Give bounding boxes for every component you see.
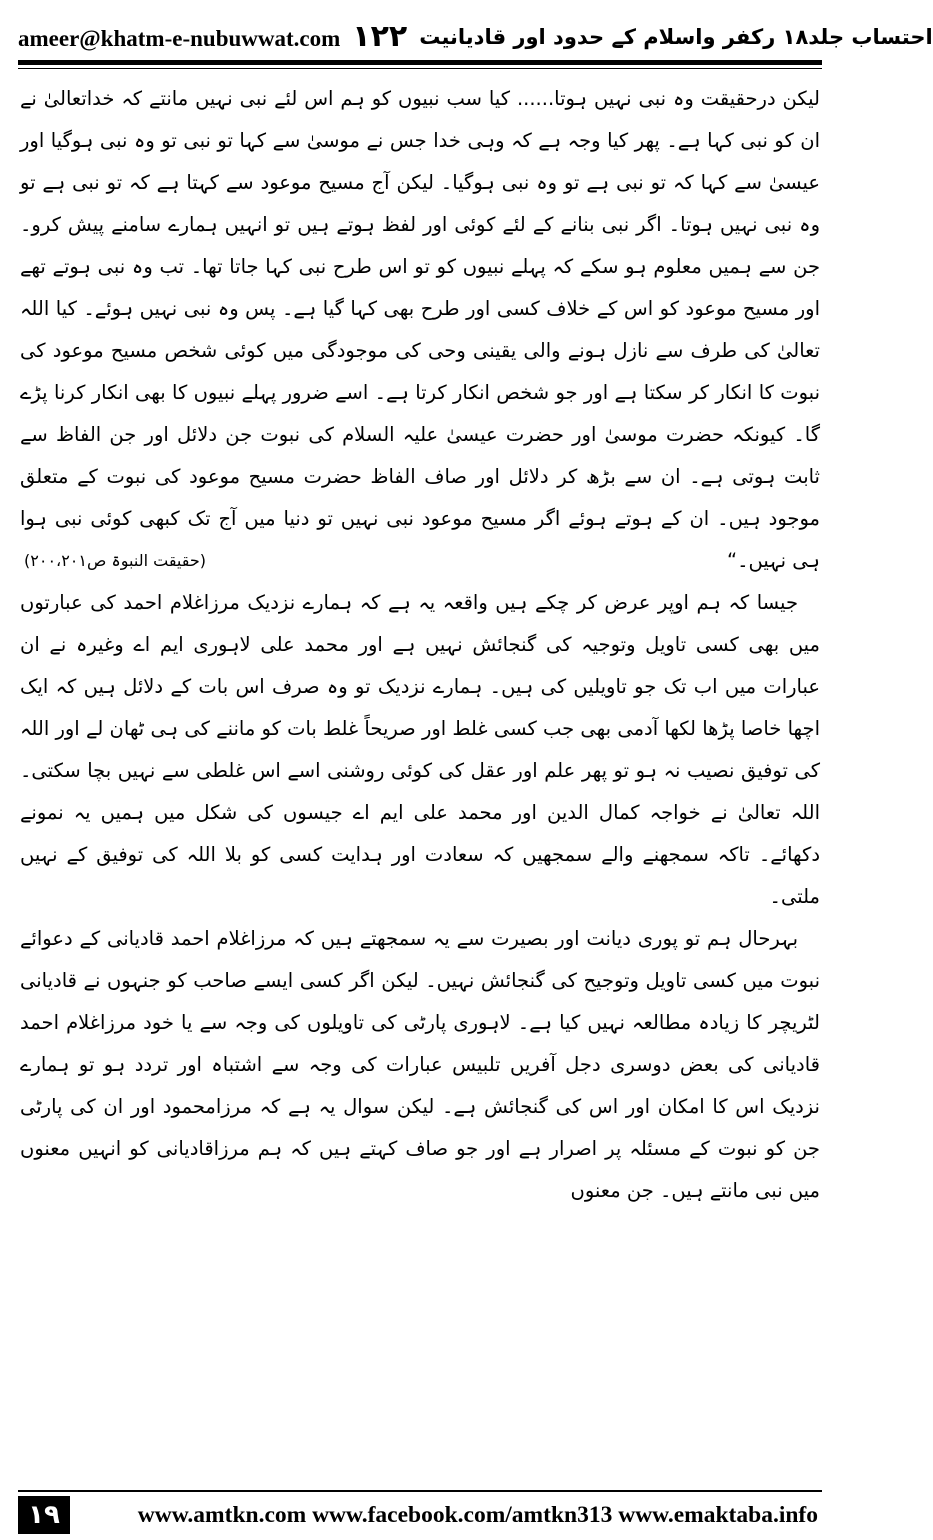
footer-folio: ۱۹ xyxy=(18,1496,70,1534)
page-footer xyxy=(18,1496,822,1534)
header-rule-thin xyxy=(18,68,822,69)
quoted-paragraph-text: لیکن درحقیقت وہ نبی نہیں ہوتا...... کیا سب نبیوں کو ہم اس لئے نبی نہیں مانتے کہ خداتعالیٰ نے ان کو نبی کہا ہے۔ پھر کیا وجہ ہے کہ وہی خدا جس نے موسیٰ سے کہا تو نبی تو وہ نبی ہوگیا اور عیسیٰ سے کہا کہ تو نبی ہے تو وہ نبی ہوگیا۔ لیکن آج مسیح موعود سے کہتا ہے کہ تو نبی ہے تو وہ نبی نہیں ہوتا۔ اگر نبی بنانے کے لئے کوئی اور لفظ ہوتے ہیں تو انہیں ہمارے سامنے پیش کرو۔ جن سے ہمیں معلوم ہو سکے کہ پہلے نبیوں کو تو اس طرح نبی کہا جاتا تھا۔ تب وہ نبی ہوتے تھے اور مسیح موعود کو اس کے خلاف کسی اور طرح بھی کہا گیا ہے۔ پس وہ نبی نہیں ہوئے۔ کیا اللہ تعالیٰ کی طرف سے نازل ہونے والی یقینی وحی کی موجودگی میں کوئی شخص مسیح موعود کی نبوت کا انکار کر سکتا ہے اور جو شخص انکار کرتا ہے۔ اسے ضرور پہلے نبیوں کا بھی انکار کرنا پڑے گا۔ کیونکہ حضرت موسیٰ اور حضرت عیسیٰ علیہ السلام کی نبوت جن دلائل اور جن الفاظ سے ثابت ہوتی ہے۔ ان سے بڑھ کر دلائل اور صاف الفاظ حضرت مسیح موعود کی نبوت کے متعلق موجود ہیں۔ ان کے ہوتے ہوئے اگر مسیح موعود نبی نہیں تو دنیا میں آج تک کبھی کوئی نبی ہوا ہی نہیں۔“ xyxy=(20,87,820,572)
citation: (حقیقت النبوۃ ص۲۰۰،۲۰۱) xyxy=(24,551,206,570)
footer-links: www.amtkn.com www.facebook.com/amtkn313 www.emaktaba.info xyxy=(137,1501,818,1528)
page-header xyxy=(18,14,933,54)
footer-rule xyxy=(18,1490,822,1492)
paragraph-2: جیسا کہ ہم اوپر عرض کر چکے ہیں واقعہ یہ ہے کہ ہمارے نزدیک مرزاغلام احمد کی عبارتوں میں بھی کسی تاویل وتوجیہ کی گنجائش نہیں ہے اور محمد علی لاہوری ایم اے وغیرہ نے ان عبارات میں اب تک جو تاویلیں کی ہیں۔ ہمارے نزدیک تو وہ صرف اس بات کے دلائل ہیں کہ ایک اچھا خاصا پڑھا لکھا آدمی بھی جب کسی غلط اور صریحاً غلط بات کو ماننے کی ہی ٹھان لے اور اللہ کی توفیق نصیب نہ ہو تو پھر علم اور عقل کی کوئی روشنی اسے اس غلطی سے نہیں بچا سکتی۔ اللہ تعالیٰ نے خواجہ کمال الدین اور محمد علی ایم اے جیسوں کی شکل میں ہمیں یہ نمونے دکھائے۔ تاکہ سمجھنے والے سمجھیں کہ سعادت اور ہدایت کسی کو بلا اللہ کی توفیق کے نہیں ملتی۔ xyxy=(20,591,820,908)
body-text xyxy=(20,78,820,1483)
header-email: ameer@khatm-e-nubuwwat.com xyxy=(18,26,341,51)
header-title: احتساب جلد۱۸ رکفر واسلام کے حدود اور قادیانیت xyxy=(419,25,933,49)
paragraph-3: بہرحال ہم تو پوری دیانت اور بصیرت سے یہ سمجھتے ہیں کہ مرزاغلام احمد قادیانی کے دعوائے نبوت میں کسی تاویل وتوجیح کی گنجائش نہیں۔ لیکن اگر کسی ایسے صاحب کو جنہوں نے قادیانی لٹریچر کا زیادہ مطالعہ نہیں کیا ہے۔ لاہوری پارٹی کی تاویلوں کی وجہ سے یا خود مرزاغلام احمد قادیانی کی بعض دوسری دجل آفریں تلبیس عبارات کی وجہ سے اشتباہ اور تردد ہو تو ہمارے نزدیک اس کا امکان اور اس کی گنجائش ہے۔ لیکن سوال یہ ہے کہ مرزامحمود اور ان کی پارٹی جن کو نبوت کے مسئلہ پر اصرار ہے اور جو صاف کہتے ہیں کہ ہم مرزاقادیانی کو انہیں معنوں میں نبی مانتے ہیں۔ جن معنوں xyxy=(20,927,820,1202)
header-page-number: ۱۲۲ xyxy=(352,19,408,54)
header-rule-thick xyxy=(18,60,822,65)
quoted-paragraph xyxy=(20,78,820,582)
header-title-block xyxy=(340,20,932,54)
